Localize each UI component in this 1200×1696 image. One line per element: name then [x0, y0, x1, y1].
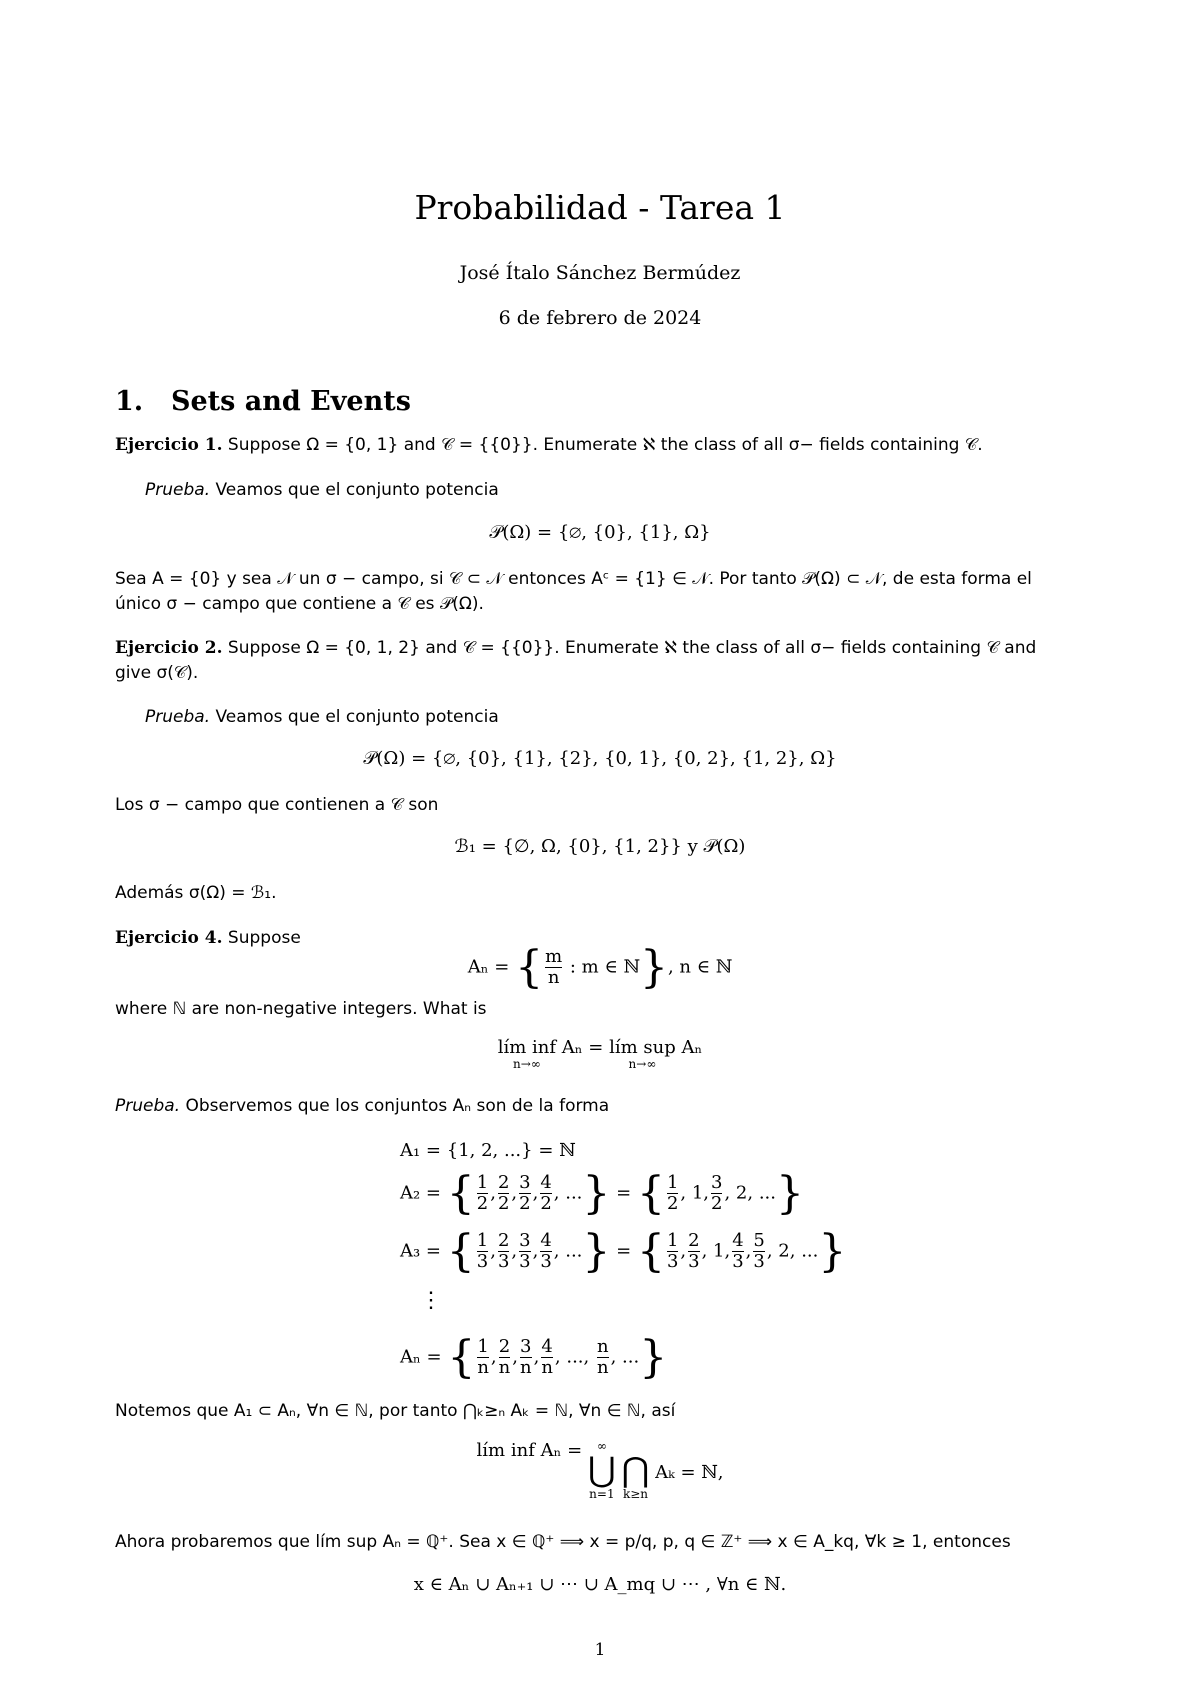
page-number: 1 — [594, 1640, 606, 1660]
equation-liminf-limsup — [0, 1037, 1200, 1070]
exercise-4-text-3: Ahora probaremos que lím sup Aₙ = ℚ⁺. Sea x ∈ ℚ⁺ ⟹ x = p/q, p, q ∈ ℤ⁺ ⟹ x ∈ A_kq, ∀k ≥ 1, entonces — [115, 1532, 1011, 1552]
proof-intro-text: Veamos que el conjunto potencia — [215, 707, 499, 727]
an-lhs: Aₙ = — [467, 956, 510, 978]
set-a1: A₁ = {1, 2, ...} = ℕ — [400, 1140, 576, 1161]
exercise-2-label: Ejercicio 2. — [115, 638, 223, 658]
equation-an-definition — [0, 942, 1200, 993]
exercise-4-text-2: Notemos que A₁ ⊂ Aₙ, ∀n ∈ ℕ, por tanto ⋂ₖ≥ₙ Aₖ = ℕ, ∀n ∈ ℕ, así — [115, 1401, 676, 1421]
exercise-1-statement — [115, 433, 1090, 458]
section-title: Sets and Events — [171, 386, 411, 417]
liminf-operator — [498, 1037, 556, 1070]
fraction-m-over-n — [545, 947, 562, 988]
ellipsis: ... — [758, 1182, 776, 1204]
set-a3: A₃ = { $\frac{1}{3}$ , $\frac{2}{3}$ , $\frac{3}{3}$ , $\frac{4}{3}$ , ...} = { $\frac{1}{3}$ , $\frac{2}{3}$ , 1, $\frac{4}{3}$ , $\frac{5}{3}$ , 2, ...} — [400, 1226, 847, 1277]
equation-union-chain: x ∈ Aₙ ∪ Aₙ₊₁ ∪ ⋯ ∪ A_mq ∪ ⋯ , ∀n ∈ ℕ. — [413, 1574, 787, 1595]
equation-sigma-fields: ℬ₁ = {∅, Ω, {0}, {1, 2}} y 𝒫(Ω) — [454, 836, 746, 857]
exercise-2-statement — [115, 636, 1090, 661]
brace-right: } — [639, 942, 668, 993]
document-date: 6 de febrero de 2024 — [498, 307, 702, 329]
author-name: José Ítalo Sánchez Bermúdez — [459, 262, 741, 284]
numerator: m — [545, 946, 563, 967]
proof-intro-text: Veamos que el conjunto potencia — [215, 480, 499, 500]
exercise-2-text-2: Además σ(Ω) = ℬ₁. — [115, 883, 277, 903]
ellipsis: ... — [565, 1240, 583, 1262]
exercise-4-proof-intro — [115, 1094, 1090, 1119]
eq3-lhs: lím inf Aₙ = — [476, 1440, 583, 1461]
limsup-operator — [609, 1037, 676, 1070]
exercise-1-proof-intro — [145, 478, 1120, 503]
exercise-1-text-line-1: Sea A = {0} y sea 𝒩 un σ − campo, si 𝒞 ⊂ 𝒩 entonces Aᶜ = {1} ∈ 𝒩. Por tanto 𝒫(Ω) ⊂ 𝒩, de esta forma el — [115, 569, 1032, 589]
ellipsis: ... — [565, 1182, 583, 1204]
brace-left: { — [515, 942, 544, 993]
equation-liminf-union — [0, 1440, 1200, 1500]
denominator: n — [545, 967, 562, 988]
liminf-mid: Aₙ = — [561, 1037, 610, 1058]
a3-lhs: A₃ = — [400, 1240, 442, 1262]
vertical-dots: ⋮ — [420, 1288, 442, 1313]
big-union: ∞ ⋃ n=1 — [587, 1439, 616, 1501]
equation-power-set-2: 𝒫(Ω) = {∅, {0}, {1}, {2}, {0, 1}, {0, 2}, {1, 2}, Ω} — [363, 748, 837, 769]
union-bottom: n=1 — [589, 1487, 615, 1501]
exercise-2-text: Suppose Ω = {0, 1, 2} and 𝒞 = {{0}}. Enumerate ℵ the class of all σ− fields containing 𝒞 and — [227, 638, 1037, 658]
exercise-1-text-line-2: único σ − campo que contiene a 𝒞 es 𝒫(Ω). — [115, 594, 484, 614]
exercise-2-text-1: Los σ − campo que contienen a 𝒞 son — [115, 795, 439, 815]
proof-text: Observemos que los conjuntos Aₙ son de la forma — [185, 1096, 610, 1116]
set-a2: A₂ = { $\frac{1}{2}$ , $\frac{2}{2}$ , $\frac{3}{2}$ , $\frac{4}{2}$ , ...} = { $\frac{1}{2}$ , 1, $\frac{3}{2}$ , 2, ...} — [400, 1168, 804, 1219]
exercise-1-label: Ejercicio 1. — [115, 435, 223, 455]
proof-label: Prueba. — [145, 707, 211, 727]
section-number: 1. — [115, 386, 144, 417]
set-an: Aₙ = { $\frac{1}{n}$ , $\frac{2}{n}$ , $\frac{3}{n}$ , $\frac{4}{n}$ , ..., $\frac{n}{n}$ , ...} — [400, 1332, 668, 1383]
section-heading — [115, 386, 411, 417]
document-title: Probabilidad - Tarea 1 — [414, 188, 786, 227]
limsup-sub: n→∞ — [628, 1057, 657, 1071]
equation-power-set-1: 𝒫(Ω) = {∅, {0}, {1}, Ω} — [489, 522, 711, 543]
a2-lhs: A₂ = — [400, 1182, 442, 1204]
liminf-sub: n→∞ — [512, 1057, 541, 1071]
an-lhs-2: Aₙ = — [400, 1346, 442, 1368]
limsup-end: Aₙ — [681, 1037, 703, 1058]
index-condition: , n ∈ ℕ — [667, 956, 733, 978]
exercise-2-statement-line-2: give σ(𝒞). — [115, 663, 199, 683]
liminf-text: lím inf — [497, 1037, 557, 1058]
ellipsis: ... — [801, 1240, 819, 1262]
exercise-4-text: Suppose — [227, 928, 301, 948]
limsup-text: lím sup — [609, 1037, 676, 1058]
set-condition: : m ∈ ℕ — [569, 956, 640, 978]
eq3-rhs: Aₖ = ℕ, — [655, 1462, 724, 1483]
exercise-1-text: Suppose Ω = {0, 1} and 𝒞 = {{0}}. Enumerate ℵ the class of all σ− fields containing 𝒞. — [227, 435, 983, 455]
proof-label: Prueba. — [115, 1096, 181, 1116]
exercise-4-label: Ejercicio 4. — [115, 928, 223, 948]
ellipsis: ... — [622, 1346, 640, 1368]
big-intersection: ⋂ k≥n — [621, 1450, 650, 1501]
intersection-bottom: k≥n — [622, 1487, 649, 1501]
proof-label: Prueba. — [145, 480, 211, 500]
exercise-2-proof-intro — [145, 705, 1120, 730]
exercise-4-text-1: where ℕ are non-negative integers. What is — [115, 999, 487, 1019]
union-top: ∞ — [596, 1439, 607, 1453]
